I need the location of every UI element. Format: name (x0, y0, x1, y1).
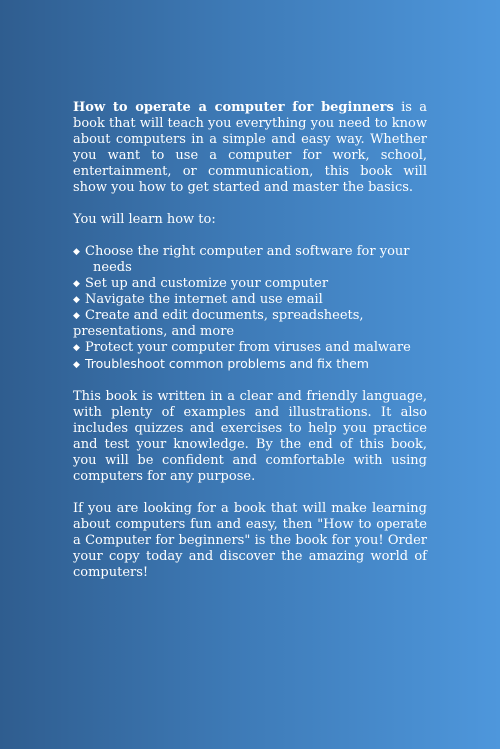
list-item-text: Navigate the internet and use email (85, 292, 323, 307)
intro-text: is a book that will teach you everything you need to know about computers in a simple and easy way. Whether you want to use a computer for work, school, entertainment, or communication, this book will show you how to get started and master the basics. (73, 100, 427, 195)
bullet-icon: ◆ (73, 247, 80, 257)
list-item-text: Troubleshoot common problems and fix them (85, 356, 369, 371)
bullet-icon: ◆ (73, 311, 80, 321)
list-item (73, 276, 427, 292)
call-to-action-paragraph: If you are looking for a book that will make learning about computers fun and easy, then "How to operate a Computer for beginners" is the book for you! Order your copy today and discover the amazing world of computers! (73, 501, 427, 580)
list-item (73, 308, 427, 340)
list-item (73, 356, 427, 373)
bullet-icon: ◆ (73, 343, 80, 353)
list-item (73, 340, 427, 356)
list-item (73, 244, 427, 276)
description-block (73, 100, 427, 581)
list-item-text: Choose the right computer and software for your (85, 244, 410, 259)
list-item-text-cont: presentations, and more (73, 324, 235, 339)
bullet-icon: ◆ (73, 295, 80, 305)
learning-list (73, 244, 427, 373)
intro-paragraph (73, 100, 427, 196)
list-item-text: Set up and customize your computer (85, 276, 329, 291)
learn-heading: You will learn how to: (73, 212, 216, 227)
book-title: How to operate a computer for beginners (73, 100, 394, 115)
bullet-icon: ◆ (73, 279, 80, 289)
bullet-icon: ◆ (73, 360, 80, 370)
list-item-text: Protect your computer from viruses and malware (85, 340, 411, 355)
list-item (73, 292, 427, 308)
list-item-text-cont: needs (93, 260, 132, 275)
list-item-text: Create and edit documents, spreadsheets, (85, 308, 364, 323)
description-paragraph: This book is written in a clear and friendly language, with plenty of examples and illustrations. It also includes quizzes and exercises to help you practice and test your knowledge. By the end of this book, you will be confident and comfortable with using computers for any purpose. (73, 389, 427, 484)
